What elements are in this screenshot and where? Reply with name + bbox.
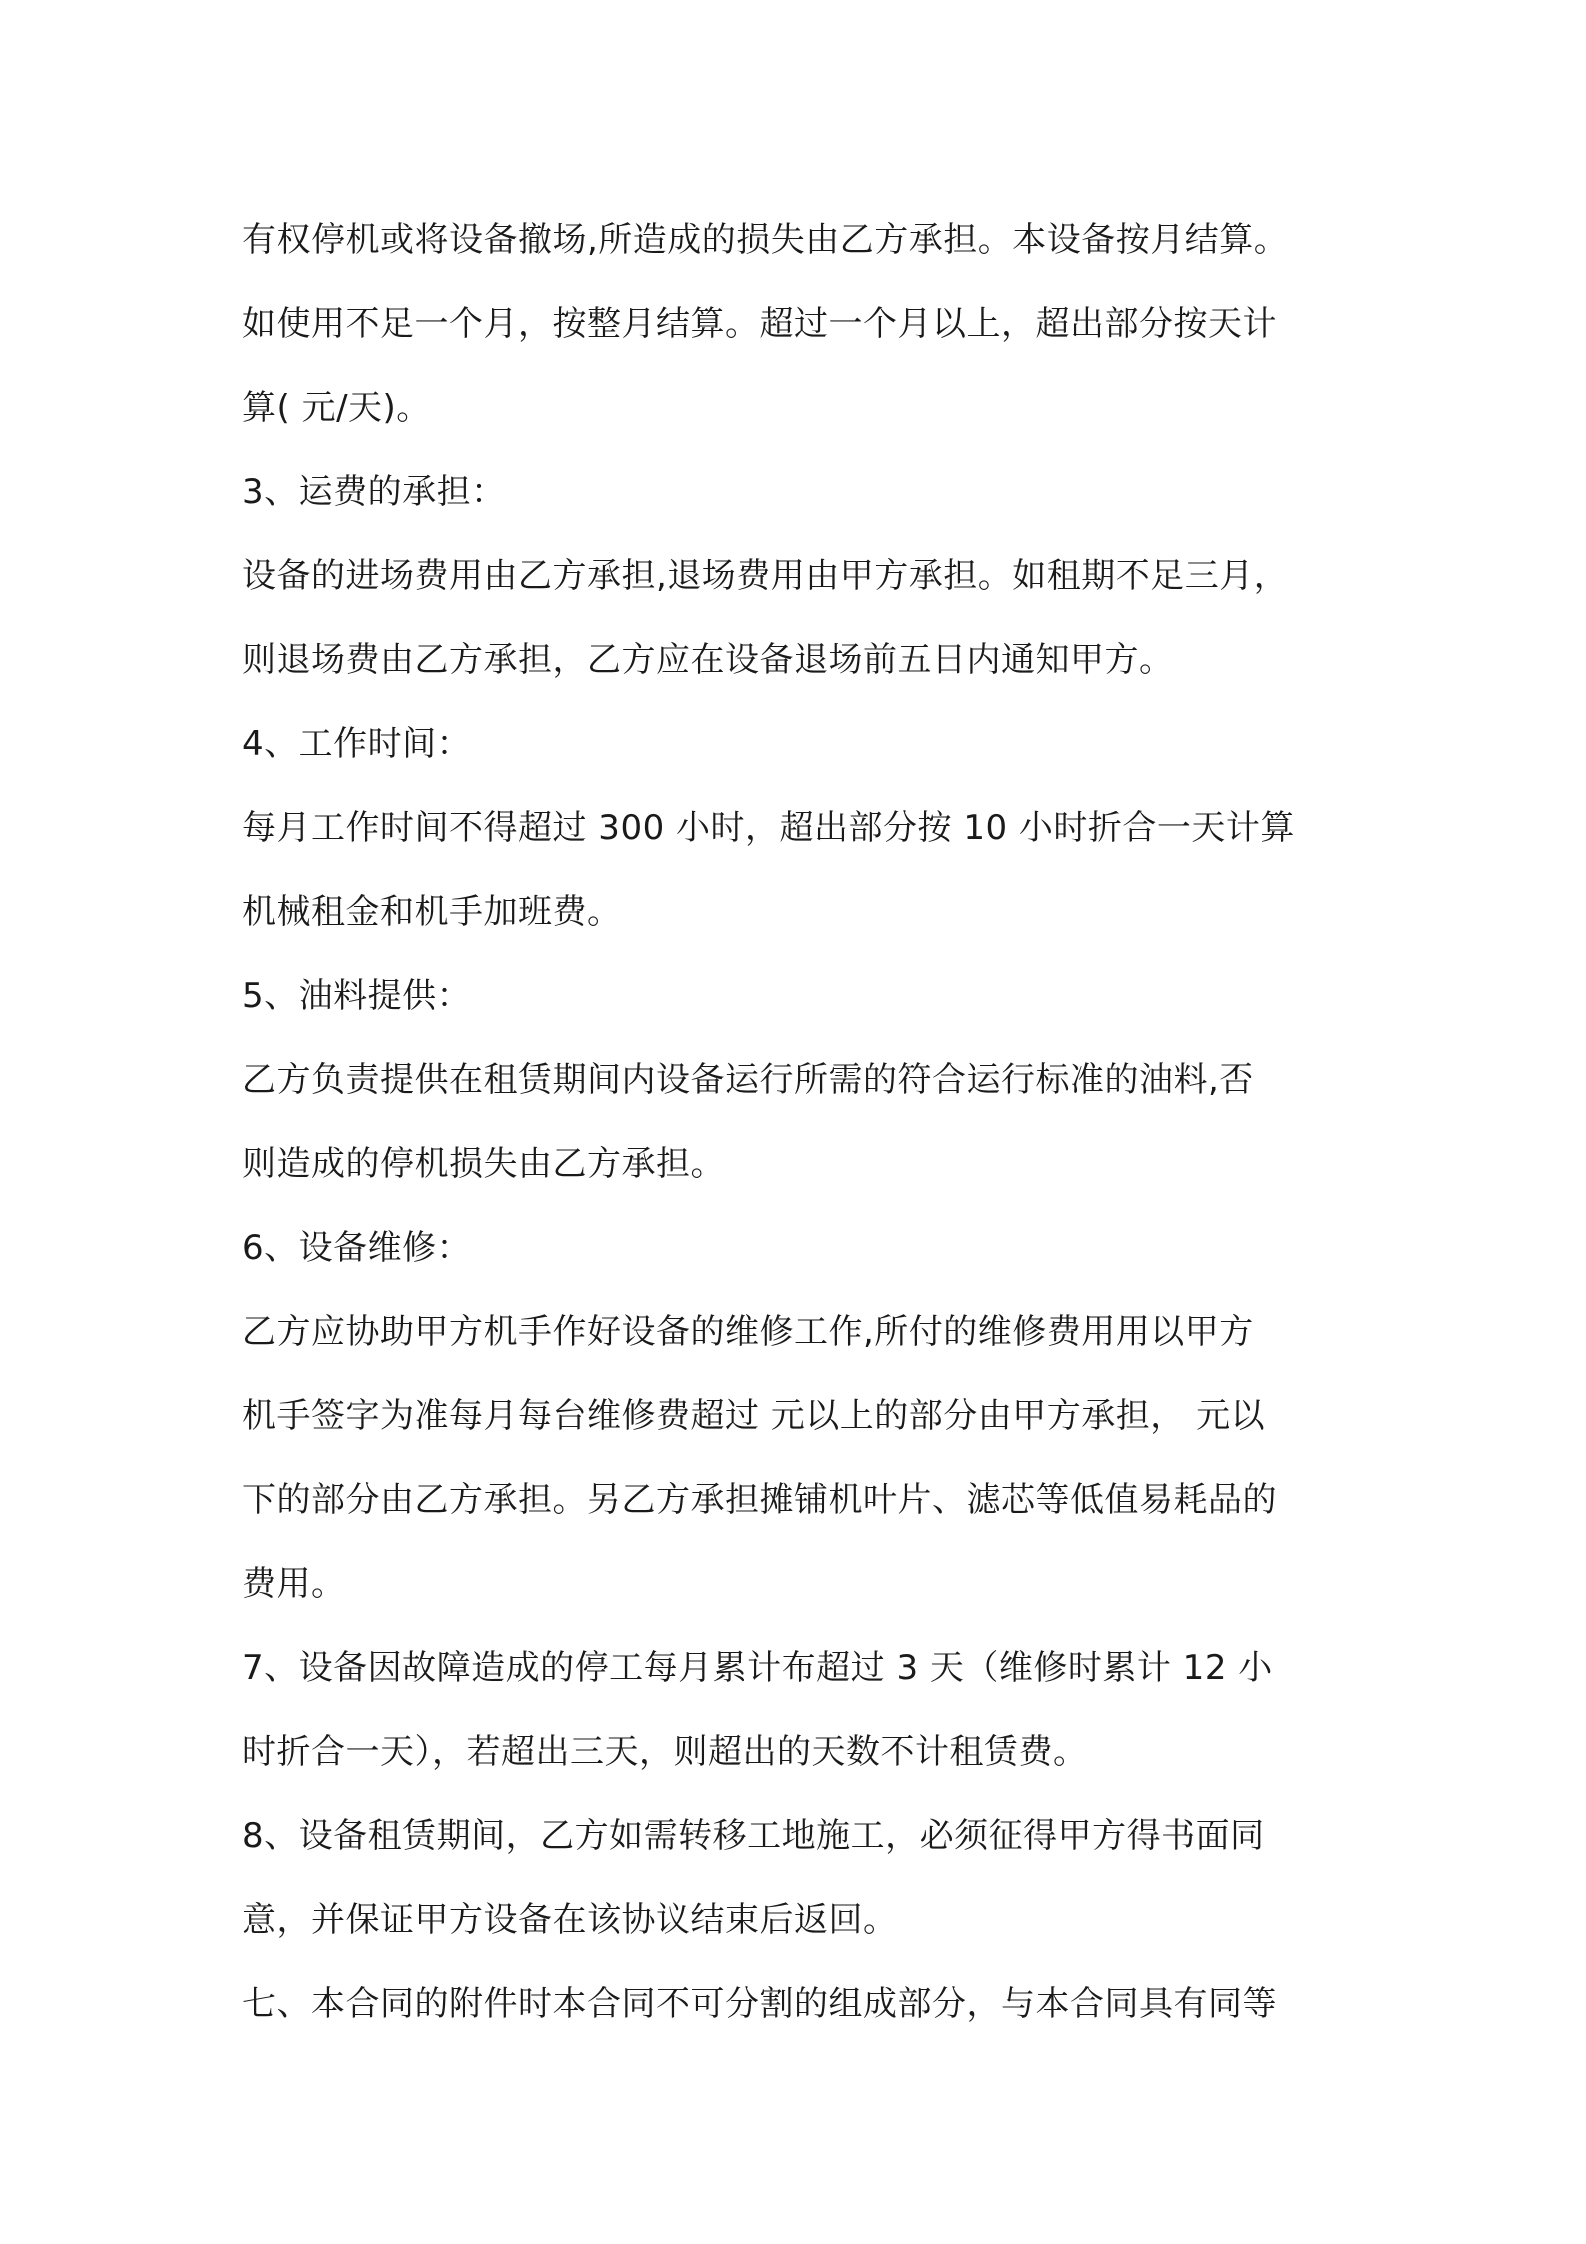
text-line: 每月工作时间不得超过 300 小时，超出部分按 10 小时折合一天计算 — [242, 808, 1295, 848]
clause-7: 7、设备因故障造成的停工每月累计布超过 3 天（维修时累计 12 小 — [242, 1648, 1273, 1688]
text-line: 如使用不足一个月，按整月结算。超过一个月以上，超出部分按天计 — [242, 304, 1277, 344]
text-line: 意，并保证甲方设备在该协议结束后返回。 — [242, 1900, 898, 1940]
text-line: 时折合一天），若超出三天，则超出的天数不计租赁费。 — [242, 1732, 1088, 1772]
section-heading-seven: 七、本合同的附件时本合同不可分割的组成部分，与本合同具有同等 — [242, 1984, 1277, 2024]
text-line: 机械租金和机手加班费。 — [242, 892, 622, 932]
text-line: 费用。 — [242, 1564, 346, 1604]
text-line: 有权停机或将设备撤场,所造成的损失由乙方承担。本设备按月结算。 — [242, 220, 1289, 260]
section-heading-3: 3、运费的承担： — [242, 472, 506, 512]
text-line: 设备的进场费用由乙方承担,退场费用由甲方承担。如租期不足三月， — [242, 556, 1289, 596]
text-line: 机手签字为准每月每台维修费超过 元以上的部分由甲方承担， 元以 — [242, 1396, 1266, 1436]
clause-8: 8、设备租赁期间，乙方如需转移工地施工，必须征得甲方得书面同 — [242, 1816, 1265, 1856]
text-line: 则退场费由乙方承担，乙方应在设备退场前五日内通知甲方。 — [242, 640, 1174, 680]
text-line: 乙方负责提供在租赁期间内设备运行所需的符合运行标准的油料,否 — [242, 1060, 1254, 1100]
text-line: 则造成的停机损失由乙方承担。 — [242, 1144, 725, 1184]
section-heading-6: 6、设备维修： — [242, 1228, 472, 1268]
text-line: 乙方应协助甲方机手作好设备的维修工作,所付的维修费用用以甲方 — [242, 1312, 1254, 1352]
document-body — [242, 198, 1357, 2046]
text-line: 下的部分由乙方承担。另乙方承担摊铺机叶片、滤芯等低值易耗品的 — [242, 1480, 1277, 1520]
section-heading-5: 5、油料提供： — [242, 976, 472, 1016]
text-line: 算( 元/天)。 — [242, 388, 431, 428]
section-heading-4: 4、工作时间： — [242, 724, 472, 764]
